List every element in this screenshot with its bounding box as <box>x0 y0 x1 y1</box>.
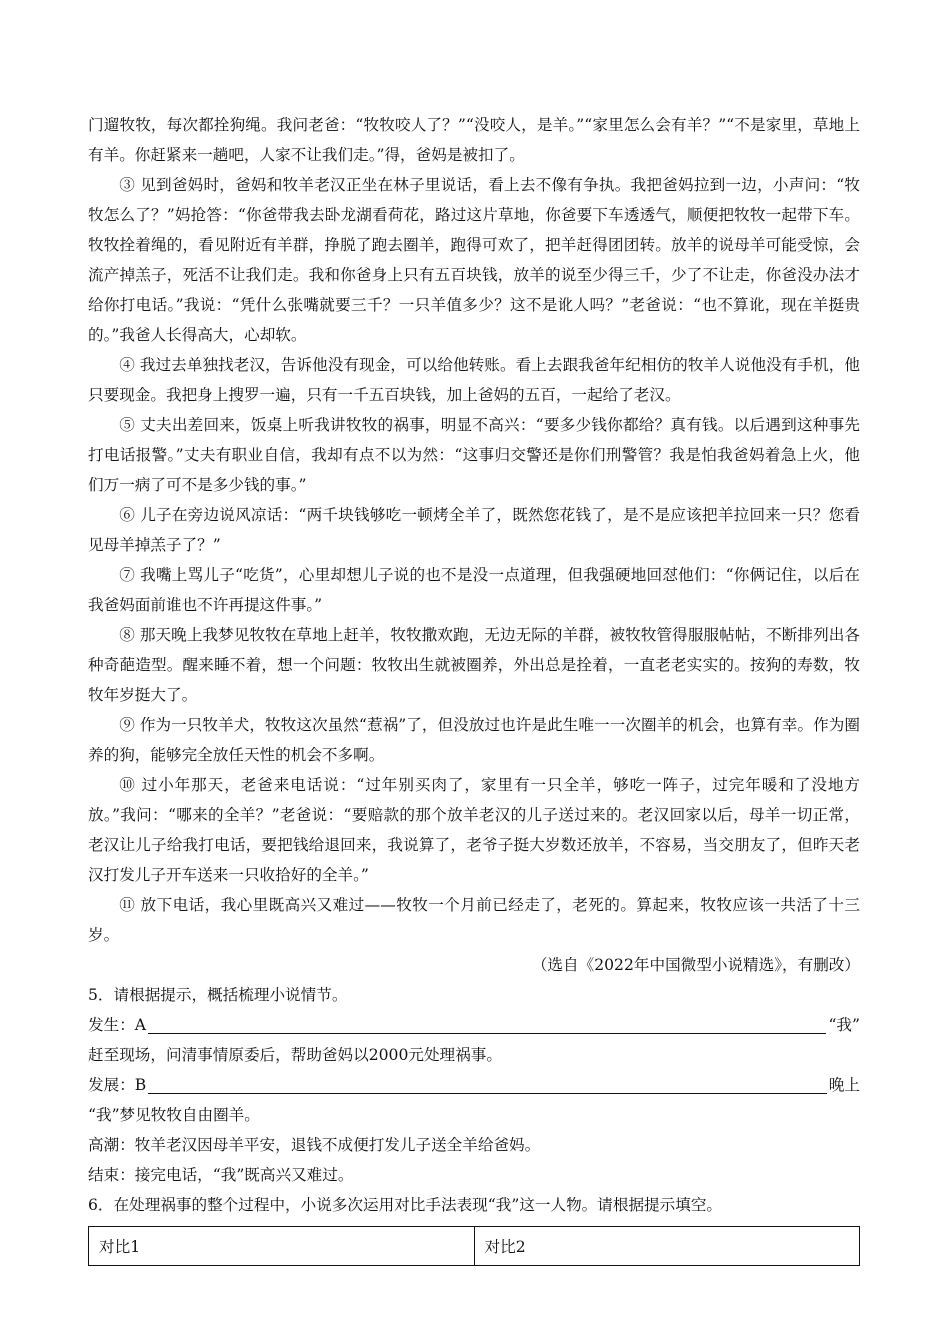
question-6-prompt: 6．在处理祸事的整个过程中，小说多次运用对比手法表现“我”这一人物。请根据提示填空。 <box>88 1196 723 1214</box>
answer-b-continuation: “我”梦见牧牧自由圈羊。 <box>88 1106 260 1124</box>
answer-a-label: 发生：A <box>88 1016 147 1034</box>
answer-a-tail: “我” <box>828 1016 860 1034</box>
answer-b-blank[interactable] <box>148 1073 827 1094</box>
paragraph-10: ⑩ 过小年那天，老爸来电话说：“过年别买肉了，家里有一只全羊，够吃一阵子，过完年暖和了没地方放。”我问：“哪来的全羊？”老爸说：“要赔款的那个放羊老汉的儿子送过来的。老汉回家以后，母羊一切正常，老汉让儿子给我打电话，要把钱给退回来，我说算了，老爷子挺大岁数还放羊，不容易，当交朋友了，但昨天老汉打发儿子开车送来一只收拾好的全羊。” <box>88 776 860 884</box>
climax-line: 高潮：牧羊老汉因母羊平安，退钱不成便打发儿子送全羊给爸妈。 <box>88 1136 541 1154</box>
question-6 <box>88 1190 860 1266</box>
paragraph-6: ⑥ 儿子在旁边说风凉话：“两千块钱够吃一顿烤全羊了，既然您花钱了，是不是应该把羊拉回来一只？您看见母羊掉羔子了？” <box>88 506 860 554</box>
answer-line-a <box>88 1010 860 1040</box>
paragraph-11: ⑪ 放下电话，我心里既高兴又难过——牧牧一个月前已经走了，老死的。算起来，牧牧应该一共活了十三岁。 <box>88 896 860 944</box>
paragraph-9: ⑨ 作为一只牧羊犬，牧牧这次虽然“惹祸”了，但没放过也许是此生唯一一次圈羊的机会，也算有幸。作为圈养的狗，能够完全放任天性的机会不多啊。 <box>88 716 860 764</box>
paragraph-7: ⑦ 我嘴上骂儿子“吃货”，心里却想儿子说的也不是没一点道理，但我强硬地回怼他们：“你俩记住，以后在我爸妈面前谁也不许再提这件事。” <box>88 566 860 614</box>
paragraph-continued: 门遛牧牧，每次都拴狗绳。我问老爸：“牧牧咬人了？”“没咬人，是羊。”“家里怎么会有羊？”“不是家里，草地上有羊。你赶紧来一趟吧，人家不让我们走。”得，爸妈是被扣了。 <box>88 116 860 164</box>
answer-b-tail: 晚上 <box>828 1076 860 1094</box>
paragraph-5: ⑤ 丈夫出差回来，饭桌上听我讲牧牧的祸事，明显不高兴：“要多少钱你都给？真有钱。以后遇到这种事先打电话报警。”丈夫有职业自信，我却有点不以为然：“这事归交警还是你们刑警管？我是怕我爸妈着急上火，他们万一病了可不是多少钱的事。” <box>88 416 860 494</box>
comparison-2-cell[interactable]: 对比2 <box>474 1227 860 1266</box>
story-body <box>88 110 860 980</box>
paragraph-8: ⑧ 那天晚上我梦见牧牧在草地上赶羊，牧牧撒欢跑，无边无际的羊群，被牧牧管得服服帖帖，不断排列出各种奇葩造型。醒来睡不着，想一个问题：牧牧出生就被圈养，外出总是拴着，一直老老实实的。按狗的寿数，牧牧年岁挺大了。 <box>88 626 860 704</box>
answer-a-continuation: 赶至现场，问清事情原委后，帮助爸妈以2000元处理祸事。 <box>88 1046 502 1064</box>
document-page <box>88 110 860 1266</box>
paragraph-4: ④ 我过去单独找老汉，告诉他没有现金，可以给他转账。看上去跟我爸年纪相仿的牧羊人说他没有手机，他只要现金。我把身上搜罗一遍，只有一千五百块钱，加上爸妈的五百，一起给了老汉。 <box>88 356 860 404</box>
answer-b-label: 发展：B <box>88 1076 147 1094</box>
question-5-prompt: 5．请根据提示，概括梳理小说情节。 <box>88 986 348 1004</box>
question-5 <box>88 980 860 1190</box>
answer-line-b <box>88 1070 860 1100</box>
table-row <box>89 1227 860 1266</box>
comparison-1-cell[interactable]: 对比1 <box>89 1227 475 1266</box>
answer-a-blank[interactable] <box>148 1013 826 1034</box>
ending-line: 结束：接完电话，“我”既高兴又难过。 <box>88 1166 354 1184</box>
paragraph-3: ③ 见到爸妈时，爸妈和牧羊老汉正坐在林子里说话，看上去不像有争执。我把爸妈拉到一边，小声问：“牧牧怎么了？”妈抢答：“你爸带我去卧龙湖看荷花，路过这片草地，你爸要下车透透气，顺便把牧牧一起带下车。牧牧拴着绳的，看见附近有羊群，挣脱了跑去圈羊，跑得可欢了，把羊赶得团团转。放羊的说母羊可能受惊，会流产掉羔子，死活不让我们走。我和你爸身上只有五百块钱，放羊的说至少得三千，少了不让走，你爸没办法才给你打电话。”我说：“凭什么张嘴就要三千？一只羊值多少？这不是讹人吗？”老爸说：“也不算讹，现在羊挺贵的。”我爸人长得高大，心却软。 <box>88 176 860 344</box>
source-citation: （选自《2022年中国微型小说精选》，有删改） <box>531 956 860 974</box>
comparison-table <box>88 1226 860 1266</box>
